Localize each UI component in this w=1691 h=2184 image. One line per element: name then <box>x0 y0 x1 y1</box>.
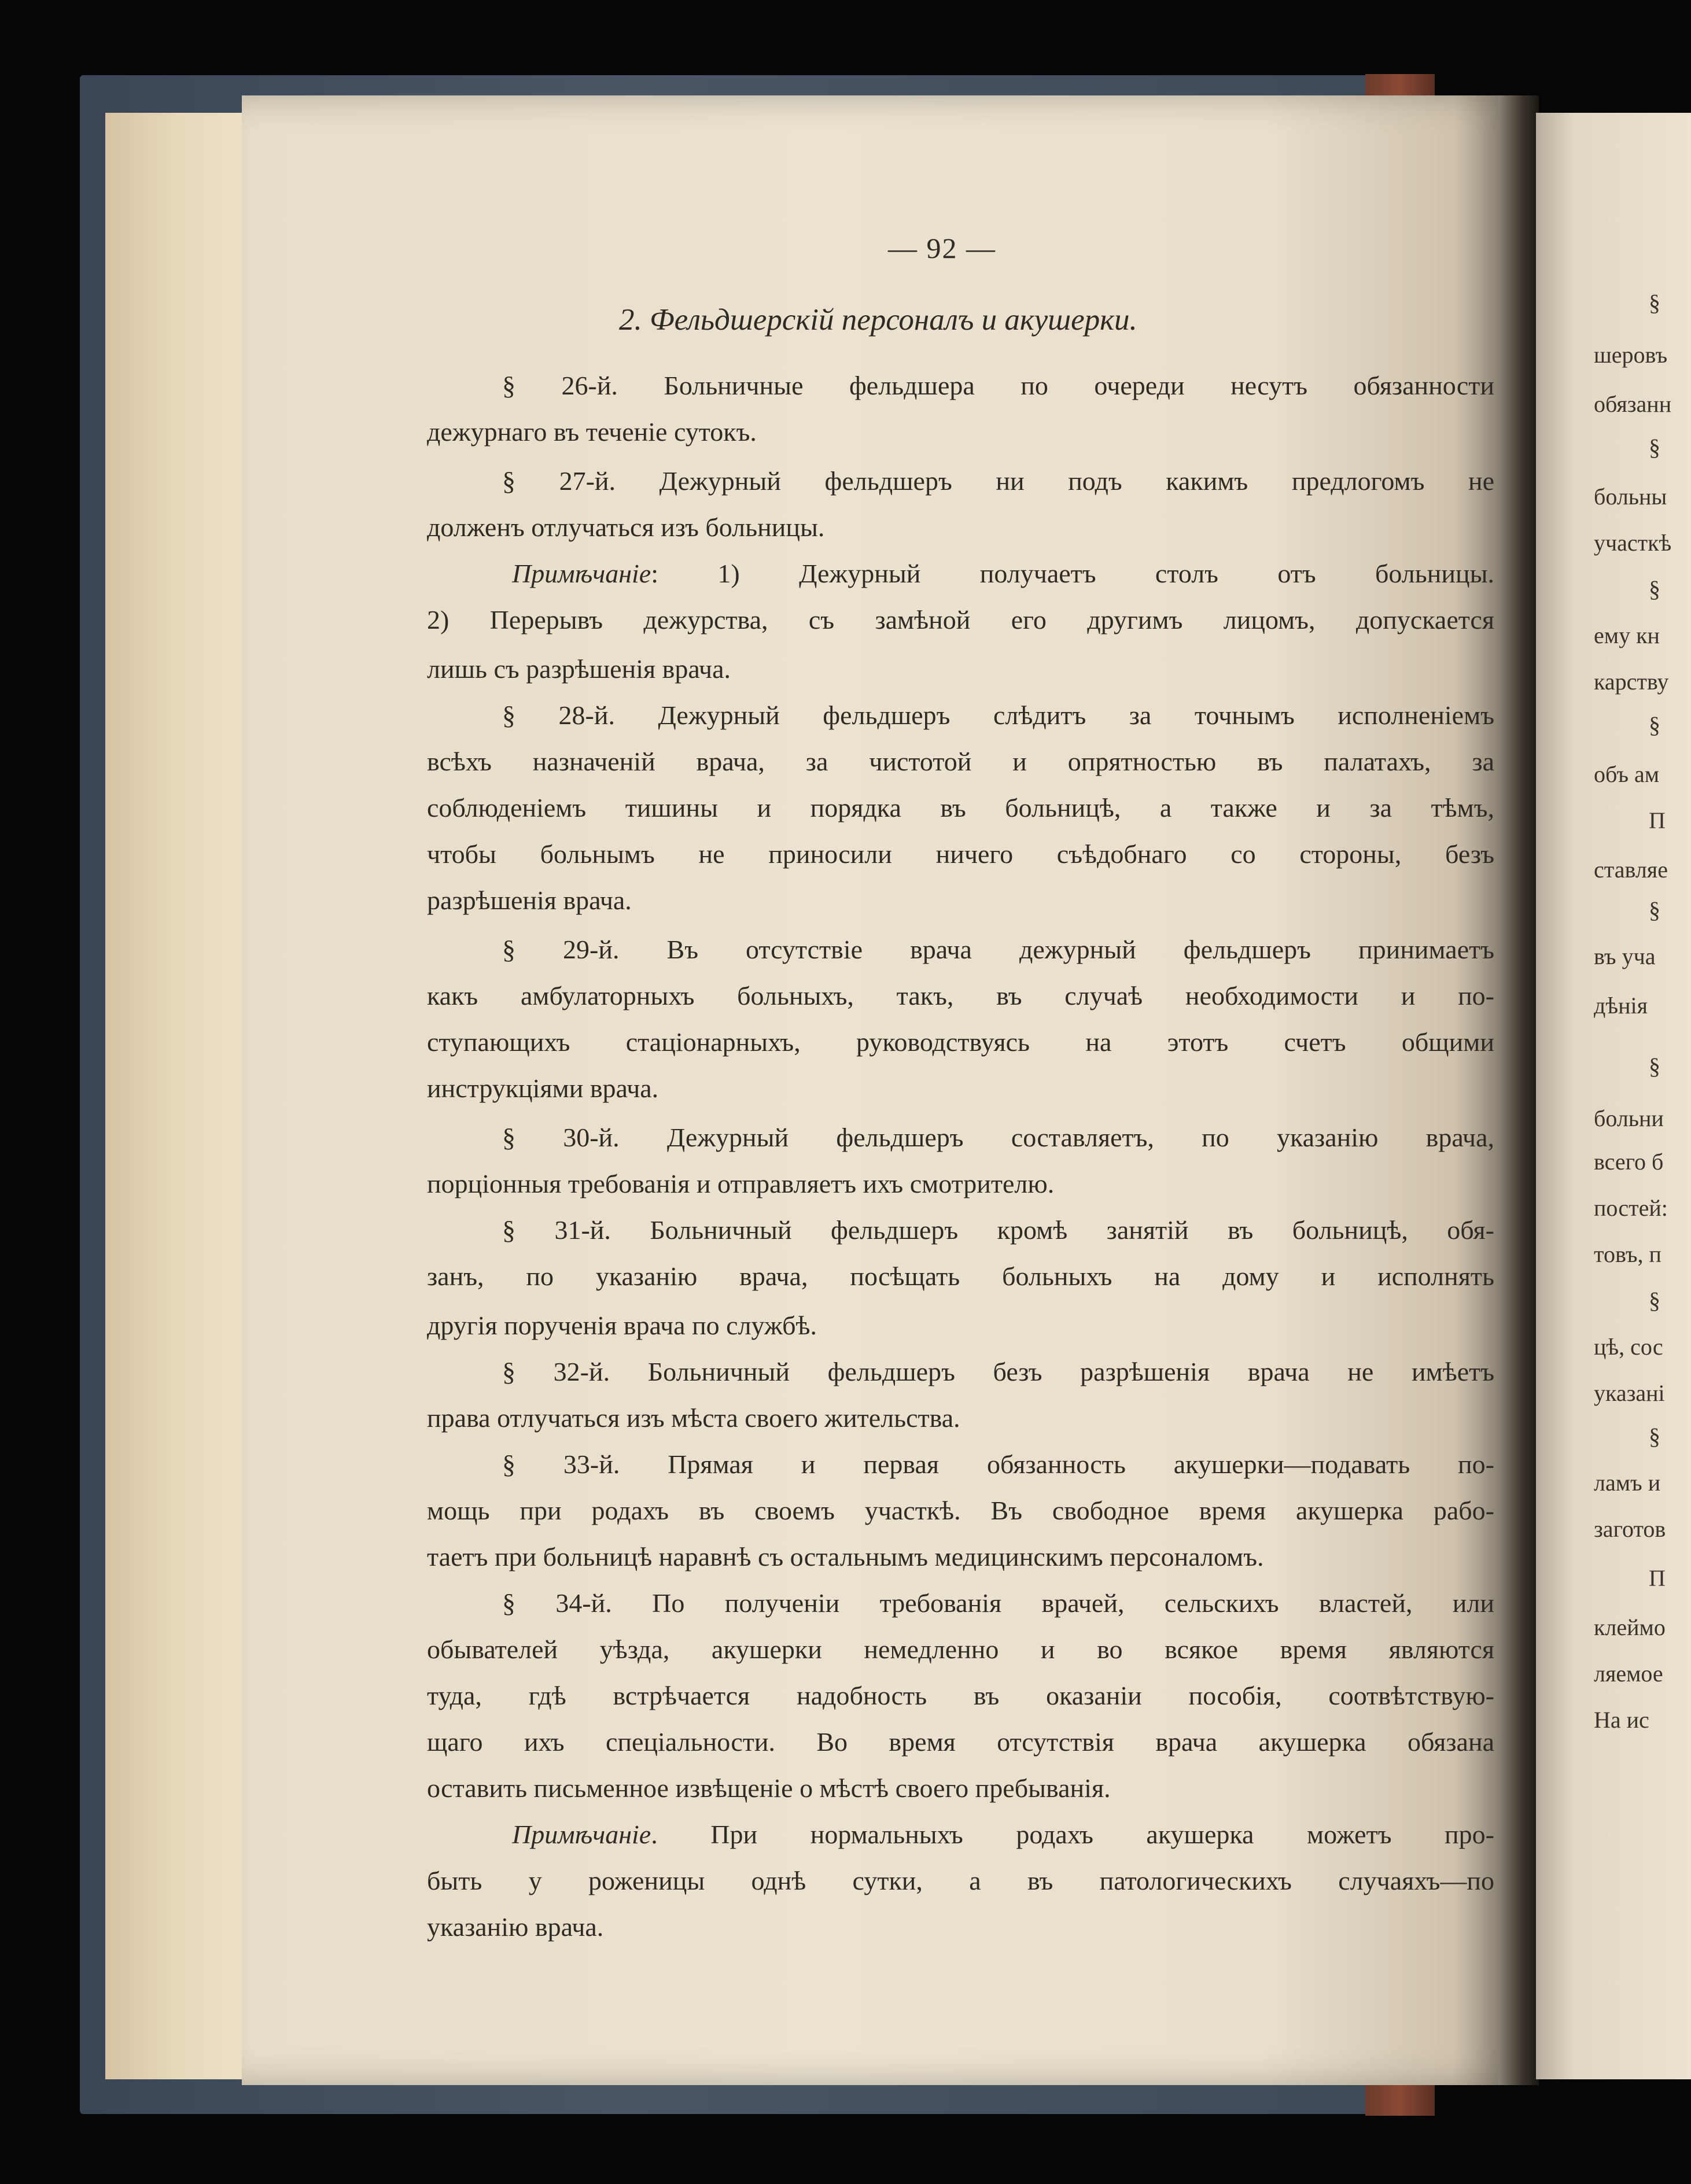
facing-page-line: П <box>1649 1565 1666 1591</box>
facing-page-line: въ уча <box>1594 943 1656 969</box>
facing-page-line: товъ, п <box>1594 1241 1661 1267</box>
facing-page-line: П <box>1649 807 1666 833</box>
text-line: § 32-й. Больничный фельдшеръ безъ разрѣшенія врача не имѣетъ <box>502 1357 1494 1386</box>
text-line: какъ амбулаторныхъ больныхъ, такъ, въ случаѣ необходимости и по- <box>427 981 1494 1010</box>
text-line: соблюденіемъ тишины и порядка въ больницѣ, а также и за тѣмъ, <box>427 793 1494 822</box>
facing-page-line: § <box>1649 1423 1660 1449</box>
facing-page-line: § <box>1649 576 1660 602</box>
text-line: долженъ отлучаться изъ больницы. <box>427 512 825 542</box>
text-line: занъ, по указанію врача, посѣщать больныхъ на дому и исполнять <box>427 1261 1494 1291</box>
text-line: § 28-й. Дежурный фельдшеръ слѣдитъ за точнымъ исполненіемъ <box>502 700 1494 730</box>
facing-page-line: указані <box>1594 1380 1665 1406</box>
text-line: § 29-й. Въ отсутствіе врача дежурный фельдшеръ принимаетъ <box>502 935 1494 964</box>
text-line: мощь при родахъ въ своемъ участкѣ. Въ свободное время акушерка рабо- <box>427 1496 1494 1525</box>
text-line: § 33-й. Прямая и первая обязанность акушерки—подавать по- <box>502 1449 1494 1479</box>
text-line: Примѣчаніе. При нормальныхъ родахъ акушерка можетъ про- <box>512 1820 1494 1849</box>
section-heading: 2. Фельдшерскій персоналъ и акушерки. <box>619 303 1137 337</box>
text-line: таетъ при больницѣ наравнѣ съ остальнымъ медицинскимъ персоналомъ. <box>427 1542 1264 1571</box>
note-label: Примѣчаніе <box>512 1820 651 1849</box>
facing-page-line: всего б <box>1594 1149 1664 1175</box>
facing-page-line: ему кн <box>1594 622 1660 648</box>
right-page-fragment <box>1536 113 1691 2079</box>
facing-page-line: ламъ и <box>1594 1470 1661 1496</box>
facing-page-line: § <box>1649 897 1660 923</box>
facing-page-line: участкѣ <box>1594 530 1672 556</box>
text-line: инструкціями врача. <box>427 1073 659 1103</box>
facing-page-line: § <box>1649 290 1660 316</box>
text-line: туда, гдѣ встрѣчается надобность въ оказаніи пособія, соотвѣтствую- <box>427 1681 1494 1710</box>
text-line: лишь съ разрѣшенія врача. <box>427 654 731 684</box>
facing-page-line: объ ам <box>1594 761 1660 787</box>
text-line: порціонныя требованія и отправляетъ ихъ смотрителю. <box>427 1169 1055 1198</box>
text-line: разрѣшенія врача. <box>427 886 632 915</box>
facing-page-line: заготов <box>1594 1516 1666 1542</box>
facing-page-line: § <box>1649 434 1660 460</box>
text-line: щаго ихъ спеціальности. Во время отсутствія врача акушерка обязана <box>427 1727 1494 1757</box>
page-number: — 92 — <box>888 232 996 264</box>
text-line: § 34-й. По полученіи требованія врачей, сельскихъ властей, или <box>502 1588 1494 1618</box>
text-line: другія порученія врача по службѣ. <box>427 1311 817 1340</box>
facing-page-line: шеровъ <box>1594 342 1668 368</box>
text-line: обывателей уѣзда, акушерки немедленно и во всякое время являются <box>427 1635 1494 1664</box>
text-line: § 31-й. Больничный фельдшеръ кромѣ занятій въ больницѣ, обя- <box>502 1215 1494 1245</box>
text-line: дежурнаго въ теченіе сутокъ. <box>427 417 757 447</box>
facing-page-line: § <box>1649 1053 1660 1079</box>
text-line: § 30-й. Дежурный фельдшеръ составляетъ, по указанію врача, <box>502 1123 1494 1152</box>
facing-page-line: § <box>1649 1287 1660 1314</box>
text-line: всѣхъ назначеній врача, за чистотой и опрятностью въ палатахъ, за <box>427 747 1494 776</box>
text-line: § 27-й. Дежурный фельдшеръ ни подъ какимъ предлогомъ не <box>502 466 1494 496</box>
facing-page-line: клеймо <box>1594 1614 1666 1640</box>
facing-page-line: цѣ, сос <box>1594 1334 1663 1360</box>
facing-page-line: § <box>1649 712 1660 738</box>
facing-page-line: ляемое <box>1594 1661 1663 1687</box>
facing-page-line: обязанн <box>1594 391 1672 417</box>
page-gutter <box>1498 95 1539 2085</box>
note-label: Примѣчаніе <box>512 559 651 588</box>
facing-page-line: больни <box>1594 1105 1664 1131</box>
text-line: права отлучаться изъ мѣста своего жительства. <box>427 1403 960 1433</box>
facing-page-line: дѣнія <box>1594 993 1648 1019</box>
text-line: Примѣчаніе: 1) Дежурный получаетъ столъ отъ больницы. <box>512 559 1494 588</box>
text-line: 2) Перерывъ дежурства, съ замѣной его другимъ лицомъ, допускается <box>427 605 1494 634</box>
text-line: оставить письменное извѣщеніе о мѣстѣ своего пребыванія. <box>427 1773 1111 1803</box>
facing-page-line: карству <box>1594 669 1669 695</box>
text-line: чтобы больнымъ не приносили ничего съѣдобнаго со стороны, безъ <box>427 839 1494 869</box>
facing-page-line: больны <box>1594 484 1667 510</box>
facing-page-line: ставляе <box>1594 857 1668 883</box>
facing-page-line: На ис <box>1594 1707 1649 1733</box>
text-line: указанію врача. <box>427 1912 604 1942</box>
text-line: ступающихъ стаціонарныхъ, руководствуясь на этотъ счетъ общими <box>427 1027 1494 1057</box>
facing-page-line: постей: <box>1594 1195 1668 1221</box>
text-line: § 26-й. Больничные фельдшера по очереди несутъ обязанности <box>502 371 1494 400</box>
text-line: быть у роженицы однѣ сутки, а въ патологическихъ случаяхъ—по <box>427 1866 1494 1895</box>
